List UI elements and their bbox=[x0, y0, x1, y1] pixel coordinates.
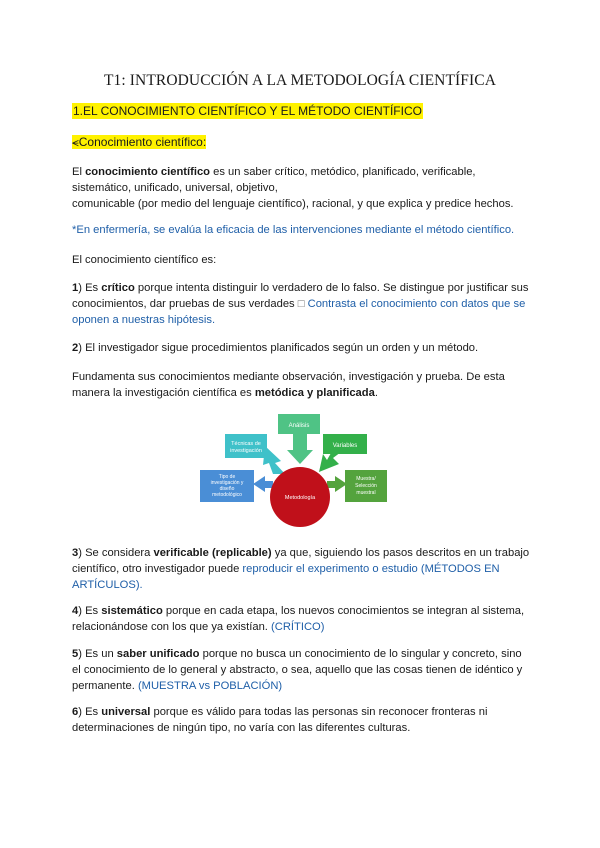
svg-text:diseño: diseño bbox=[219, 486, 235, 492]
fundamenta-paragraph: Fundamenta sus conocimientos mediante observación, investigación y prueba. De esta manera la investigación científica es metódica y planificada. bbox=[72, 371, 505, 399]
svg-text:metodológico: metodológico bbox=[212, 492, 242, 498]
svg-text:Técnicas de: Técnicas de bbox=[231, 441, 261, 447]
center-node bbox=[270, 467, 330, 527]
item-4: 4) Es sistemático porque en cada etapa, los nuevos conocimientos se integran al sistema, relacionándose con los que ya existían. (CRÍTICO) bbox=[72, 605, 525, 633]
box-variables bbox=[323, 434, 367, 454]
nursing-note: *En enfermería, se evalúa la eficacia de las intervenciones mediante el método científico. bbox=[72, 224, 515, 236]
item-1: 1) Es crítico porque intenta distinguir lo verdadero de lo falso. Se distingue por justificar sus conocimientos, dar pruebas de sus verdades □ Contrasta el conocimiento con datos que se oponen a nuestras hipótesis. bbox=[72, 282, 529, 326]
methodology-diagram bbox=[195, 406, 405, 534]
svg-text:investigación y: investigación y bbox=[210, 480, 244, 486]
term-conocimiento: conocimiento científico bbox=[85, 166, 211, 178]
center-label: Metodología bbox=[284, 495, 316, 501]
item-2: 2) El investigador sigue procedimientos planificados según un orden y un método. bbox=[72, 342, 479, 354]
subheading-text: ⪪Conocimiento científico: bbox=[72, 135, 207, 149]
svg-text:Tipo de: Tipo de bbox=[218, 474, 236, 480]
box-tecnicas bbox=[225, 434, 267, 458]
page-title: T1: INTRODUCCIÓN A LA METODOLOGÍA CIENTÍFICA bbox=[103, 72, 497, 89]
svg-text:Muestra/: Muestra/ bbox=[356, 476, 376, 482]
list-intro: El conocimiento científico es: bbox=[72, 254, 217, 266]
arrow-muestra bbox=[327, 476, 347, 492]
box-analisis-label: Análisis bbox=[288, 423, 310, 429]
box-tipo bbox=[200, 470, 254, 502]
section-heading-text: 1.EL CONOCIMIENTO CIENTÍFICO Y EL MÉTODO CIENTÍFICO bbox=[73, 104, 422, 118]
svg-text:investigación: investigación bbox=[230, 448, 262, 454]
svg-text:Selección: Selección bbox=[355, 483, 377, 489]
box-glyph-icon: □ bbox=[297, 298, 305, 310]
arrow-analisis bbox=[287, 434, 313, 464]
svg-text:muestral: muestral bbox=[356, 490, 376, 496]
subheading bbox=[72, 135, 206, 150]
item-5: 5) Es un saber unificado porque no busca un conocimiento de lo singular y concreto, sino el conocimiento de lo general y abstracto, o sea, aquello que las cosas tienen de idéntico y permanente. (MUESTRA vs POBLACIÓN) bbox=[72, 648, 523, 692]
svg-text:Variables: Variables bbox=[332, 443, 358, 449]
arrow-tipo bbox=[253, 476, 273, 492]
item-3: 3) Se considera verificable (replicable) ya que, siguiendo los pasos descritos en un trabajo científico, otro investigador puede reproducir el experimento o estudio (MÉTODOS EN ARTÍCULOS). bbox=[72, 547, 530, 591]
box-analisis bbox=[278, 414, 320, 434]
intro-paragraph: El conocimiento científico es un saber crítico, metódico, planificado, verificable, sistemático, unificado, universal, objetivo, comunicable (por medio del lenguaje científico), racional, y que explica y predice hechos. bbox=[72, 166, 514, 210]
box-muestra bbox=[345, 470, 387, 502]
section-heading bbox=[72, 104, 423, 118]
item-6: 6) Es universal porque es válido para todas las personas sin reconocer fronteras ni determinaciones de ningún tipo, no varía con las diferentes culturas. bbox=[72, 706, 488, 734]
